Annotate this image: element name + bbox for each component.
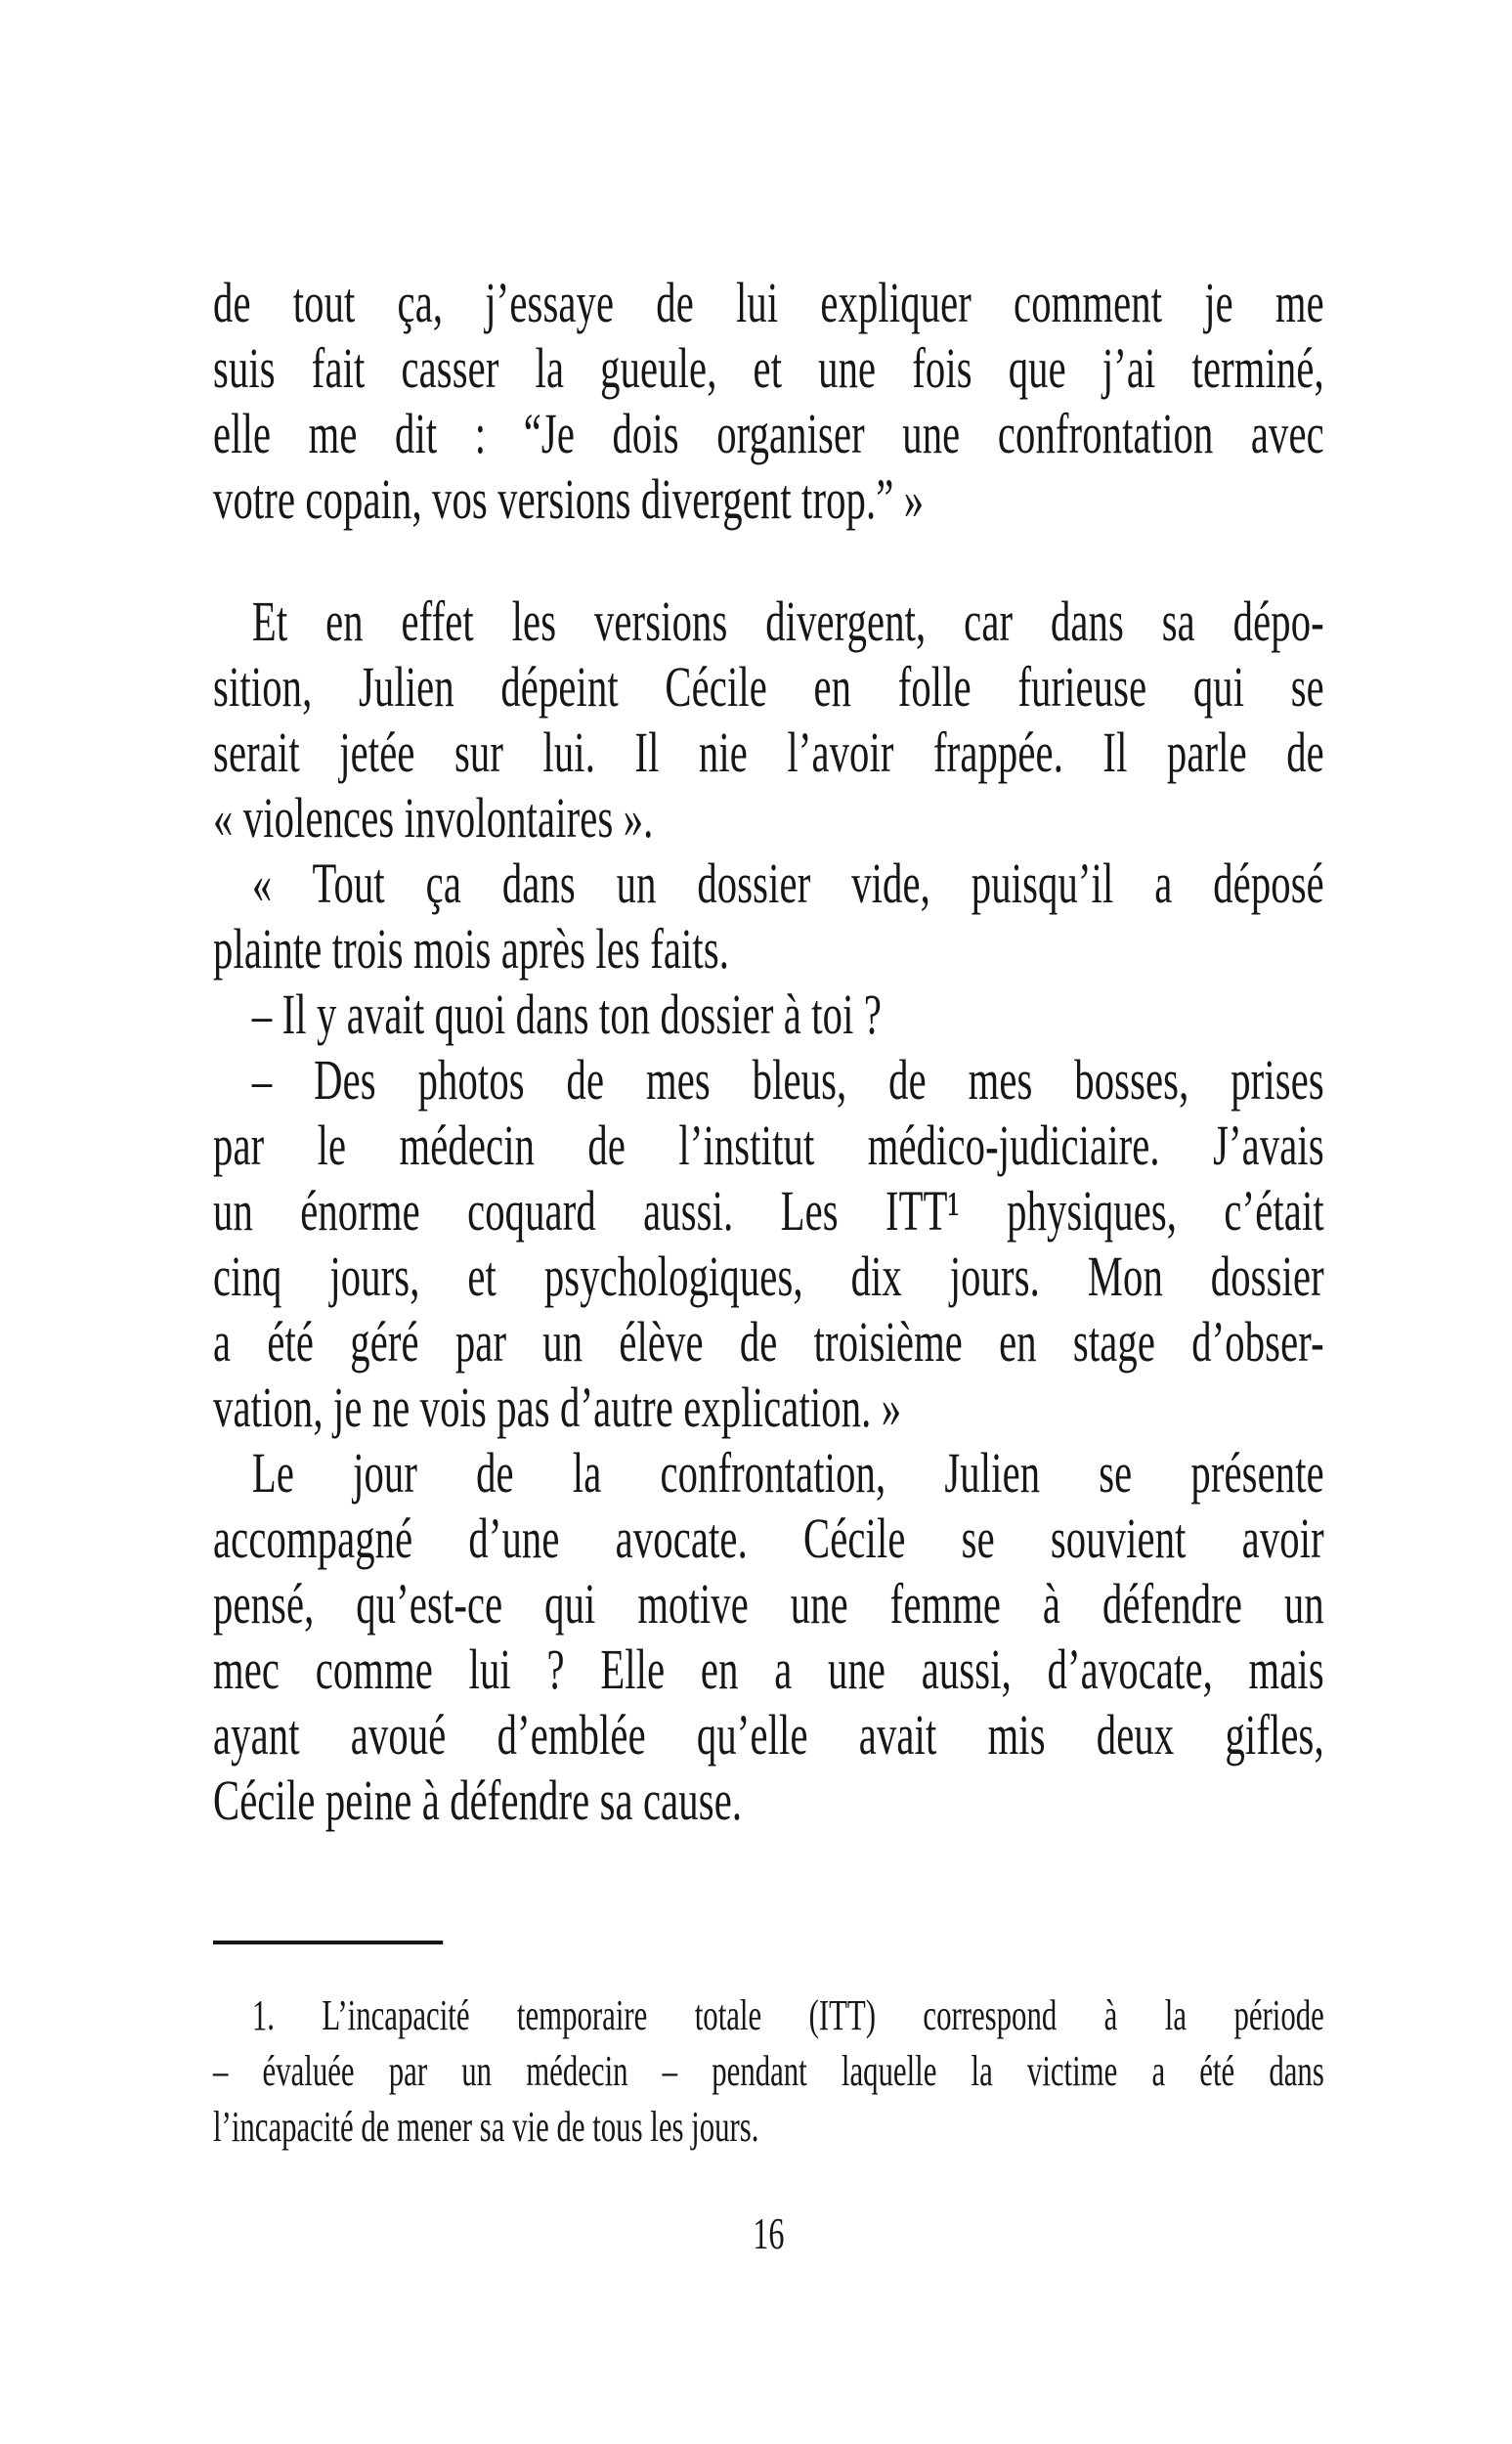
paragraph-continuation [213, 270, 1324, 532]
paragraph-versions [213, 589, 1324, 851]
footnote-line: – évaluée par un médecin – pendant laquelle la victime a été dans [213, 2047, 1324, 2095]
text-line: par le médecin de l’institut médico-judiciaire. J’avais [213, 1113, 1324, 1177]
text-line: un énorme coquard aussi. Les ITT¹ physiques, c’était [213, 1179, 1324, 1243]
text-line: ayant avoué d’emblée qu’elle avait mis deux gifles, [213, 1703, 1324, 1767]
page-number: 16 [753, 2208, 785, 2258]
text-line: pensé, qu’est-ce qui motive une femme à défendre un [213, 1572, 1324, 1636]
text-line: elle me dit : “Je dois organiser une confrontation avec [213, 402, 1324, 465]
footnote [213, 1987, 1324, 2155]
text-line: « Tout ça dans un dossier vide, puisqu’il a déposé [251, 851, 1324, 915]
text-line: a été géré par un élève de troisième en stage d’obser- [213, 1310, 1324, 1374]
footnote-line: l’incapacité de mener sa vie de tous les jours. [213, 2103, 759, 2151]
text-line: suis fait casser la gueule, et une fois que j’ai terminé, [213, 336, 1324, 400]
text-line: votre copain, vos versions divergent trop.” » [213, 467, 925, 531]
dialogue-answer [213, 1047, 1324, 1440]
text-line: plainte trois mois après les faits. [213, 917, 730, 981]
dialogue-question [213, 982, 1324, 1047]
text-line: – Il y avait quoi dans ton dossier à toi ? [251, 982, 882, 1046]
text-line: de tout ça, j’essaye de lui expliquer comment je me [213, 271, 1324, 334]
text-line: Cécile peine à défendre sa cause. [213, 1768, 743, 1832]
footnote-divider [213, 1941, 443, 1944]
text-line: « violences involontaires ». [213, 786, 654, 850]
text-line: Le jour de la confrontation, Julien se présente [251, 1441, 1324, 1505]
paragraph-dossier [213, 851, 1324, 982]
text-block [213, 270, 1324, 2258]
text-line: vation, je ne vois pas d’autre explication. » [213, 1375, 902, 1439]
text-line: – Des photos de mes bleus, de mes bosses, prises [251, 1048, 1324, 1112]
footnote-line: 1. L’incapacité temporaire totale (ITT) correspond à la période [251, 1991, 1324, 2039]
paragraph-confrontation [213, 1440, 1324, 1833]
text-line: sition, Julien dépeint Cécile en folle furieuse qui se [213, 655, 1324, 719]
text-line: serait jetée sur lui. Il nie l’avoir frappée. Il parle de [213, 720, 1324, 784]
text-line: accompagné d’une avocate. Cécile se souvient avoir [213, 1506, 1324, 1570]
text-line: Et en effet les versions divergent, car dans sa dépo- [251, 589, 1324, 653]
text-line: cinq jours, et psychologiques, dix jours. Mon dossier [213, 1244, 1324, 1308]
text-line: mec comme lui ? Elle en a une aussi, d’avocate, mais [213, 1637, 1324, 1701]
